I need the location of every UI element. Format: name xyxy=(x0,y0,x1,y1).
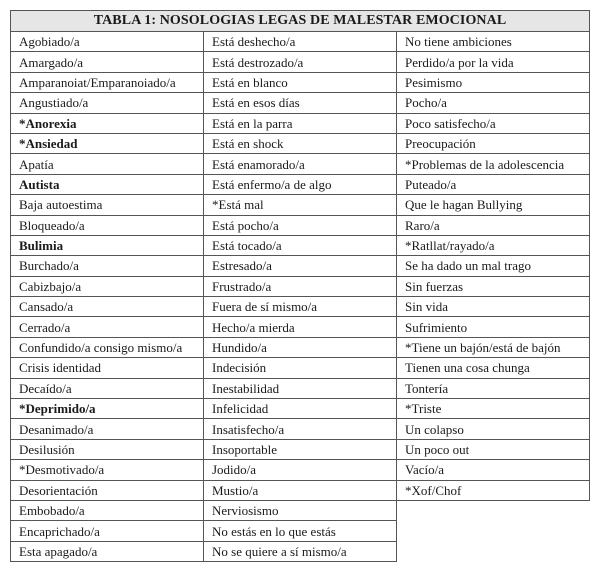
table-row xyxy=(11,460,590,480)
table-cell: Un poco out xyxy=(397,439,590,459)
table-cell: Que le hagan Bullying xyxy=(397,195,590,215)
table-row xyxy=(11,317,590,337)
table-cell: Cansado/a xyxy=(11,297,204,317)
table-row xyxy=(11,399,590,419)
table-cell: Tontería xyxy=(397,378,590,398)
table-cell: Infelicidad xyxy=(204,399,397,419)
table-cell: Esta apagado/a xyxy=(11,541,204,561)
table-row xyxy=(11,541,590,561)
table-row xyxy=(11,113,590,133)
table-cell: Mustio/a xyxy=(204,480,397,500)
table-cell: Desilusión xyxy=(11,439,204,459)
table-cell: Está tocado/a xyxy=(204,235,397,255)
table-cell: Está en blanco xyxy=(204,72,397,92)
table-row xyxy=(11,500,590,520)
table-cell: Estresado/a xyxy=(204,256,397,276)
nosologias-table-container xyxy=(10,10,590,562)
table-cell: *Triste xyxy=(397,399,590,419)
table-cell: Está en esos días xyxy=(204,93,397,113)
table-cell: Bulimia xyxy=(11,235,204,255)
table-cell: *Está mal xyxy=(204,195,397,215)
table-cell: No se quiere a sí mismo/a xyxy=(204,541,397,561)
table-cell: Nerviosismo xyxy=(204,500,397,520)
table-cell: Se ha dado un mal trago xyxy=(397,256,590,276)
table-cell: No tiene ambiciones xyxy=(397,32,590,52)
table-cell: *Xof/Chof xyxy=(397,480,590,500)
table-cell: Desorientación xyxy=(11,480,204,500)
table-cell: *Desmotivado/a xyxy=(11,460,204,480)
table-row xyxy=(11,276,590,296)
table-row xyxy=(11,337,590,357)
table-cell: Sufrimiento xyxy=(397,317,590,337)
table-row xyxy=(11,297,590,317)
table-row xyxy=(11,358,590,378)
table-cell: Amargado/a xyxy=(11,52,204,72)
table-cell: Cabizbajo/a xyxy=(11,276,204,296)
table-cell: Desanimado/a xyxy=(11,419,204,439)
table-row xyxy=(11,235,590,255)
table-row xyxy=(11,419,590,439)
table-row xyxy=(11,52,590,72)
table-cell: Poco satisfecho/a xyxy=(397,113,590,133)
table-cell: No estás en lo que estás xyxy=(204,521,397,541)
table-cell: Insoportable xyxy=(204,439,397,459)
table-cell: Indecisión xyxy=(204,358,397,378)
table-cell: *Deprimido/a xyxy=(11,399,204,419)
table-cell: Fuera de sí mismo/a xyxy=(204,297,397,317)
table-cell: *Anorexia xyxy=(11,113,204,133)
table-cell: Hundido/a xyxy=(204,337,397,357)
table-cell: Sin vida xyxy=(397,297,590,317)
empty-cell xyxy=(397,500,590,520)
table-row xyxy=(11,93,590,113)
table-cell: *Tiene un bajón/está de bajón xyxy=(397,337,590,357)
table-cell: Inestabilidad xyxy=(204,378,397,398)
table-row xyxy=(11,154,590,174)
empty-cell xyxy=(397,521,590,541)
table-row xyxy=(11,195,590,215)
table-cell: Pesimismo xyxy=(397,72,590,92)
table-cell: *Ratllat/rayado/a xyxy=(397,235,590,255)
table-row xyxy=(11,521,590,541)
table-cell: Está destrozado/a xyxy=(204,52,397,72)
table-cell: Jodido/a xyxy=(204,460,397,480)
nosologias-table xyxy=(10,10,590,562)
table-row xyxy=(11,378,590,398)
empty-cell xyxy=(397,541,590,561)
table-row xyxy=(11,174,590,194)
table-cell: Preocupación xyxy=(397,133,590,153)
table-cell: Está pocho/a xyxy=(204,215,397,235)
table-row xyxy=(11,439,590,459)
table-cell: Está en la parra xyxy=(204,113,397,133)
table-cell: Cerrado/a xyxy=(11,317,204,337)
table-cell: Decaído/a xyxy=(11,378,204,398)
table-cell: *Problemas de la adolescencia xyxy=(397,154,590,174)
table-cell: Insatisfecho/a xyxy=(204,419,397,439)
table-title: TABLA 1: NOSOLOGIAS LEGAS DE MALESTAR EMOCIONAL xyxy=(11,11,590,32)
table-cell: *Ansiedad xyxy=(11,133,204,153)
table-cell: Pocho/a xyxy=(397,93,590,113)
table-row xyxy=(11,72,590,92)
table-cell: Agobiado/a xyxy=(11,32,204,52)
table-title-row xyxy=(11,11,590,32)
table-cell: Burchado/a xyxy=(11,256,204,276)
table-row xyxy=(11,215,590,235)
table-cell: Raro/a xyxy=(397,215,590,235)
table-cell: Encaprichado/a xyxy=(11,521,204,541)
table-cell: Vacío/a xyxy=(397,460,590,480)
table-cell: Está deshecho/a xyxy=(204,32,397,52)
table-cell: Amparanoiat/Emparanoiado/a xyxy=(11,72,204,92)
table-cell: Frustrado/a xyxy=(204,276,397,296)
table-cell: Hecho/a mierda xyxy=(204,317,397,337)
table-body xyxy=(11,32,590,562)
table-cell: Está en shock xyxy=(204,133,397,153)
table-cell: Perdido/a por la vida xyxy=(397,52,590,72)
table-cell: Está enfermo/a de algo xyxy=(204,174,397,194)
table-cell: Bloqueado/a xyxy=(11,215,204,235)
table-row xyxy=(11,133,590,153)
table-cell: Autista xyxy=(11,174,204,194)
table-cell: Está enamorado/a xyxy=(204,154,397,174)
table-cell: Apatía xyxy=(11,154,204,174)
table-cell: Sin fuerzas xyxy=(397,276,590,296)
table-cell: Angustiado/a xyxy=(11,93,204,113)
table-cell: Tienen una cosa chunga xyxy=(397,358,590,378)
table-cell: Puteado/a xyxy=(397,174,590,194)
table-cell: Un colapso xyxy=(397,419,590,439)
table-row xyxy=(11,256,590,276)
table-cell: Confundido/a consigo mismo/a xyxy=(11,337,204,357)
table-cell: Crisis identidad xyxy=(11,358,204,378)
table-row xyxy=(11,480,590,500)
table-row xyxy=(11,32,590,52)
table-cell: Embobado/a xyxy=(11,500,204,520)
table-cell: Baja autoestima xyxy=(11,195,204,215)
